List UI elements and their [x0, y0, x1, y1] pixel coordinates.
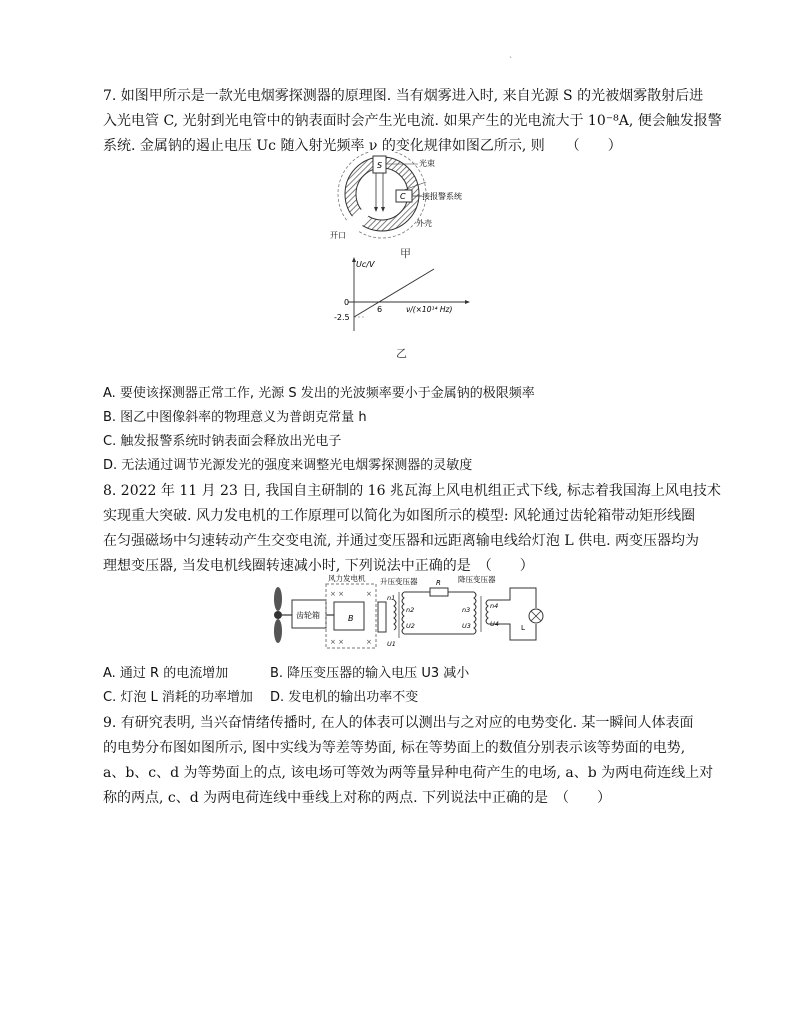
label-beam: 光束 [419, 159, 435, 168]
q9-line-4: 称的两点, c、d 为两电荷连线中垂线上对称的两点. 下列说法中正确的是 （ ） [103, 790, 612, 806]
y-intercept-label: -2.5 [334, 313, 350, 322]
q9-line-3: a、b、c、d 为等势面上的点, 该电场可等效为两等量异种电荷产生的电场, a、b 为两电荷连线上对 [103, 765, 714, 781]
x-axis-label: ν/(×10¹⁴ Hz) [406, 305, 453, 314]
label-n3: n3 [462, 606, 471, 614]
step-up-primary-coil [394, 600, 396, 630]
q8-option-c: C. 灯泡 L 消耗的功率增加 [103, 690, 253, 705]
q9-line-2: 的电势分布图如图所示, 图中实线为等差等势面, 标在等势面上的数值分别表示该等势面的电势, [103, 740, 686, 756]
x-intercept-label: 6 [377, 305, 383, 314]
q7-line-3: 系统. 金属钠的遏止电压 Uc 随入射光频率 ν 的变化规律如图乙所示, 则 （ ） [103, 138, 622, 154]
q7-option-d: D. 无法通过调节光源发光的强度来调整光电烟雾探测器的灵敏度 [103, 458, 473, 473]
q7-line-2: 入光电管 C, 光射到光电管中的钠表面时会产生光电流. 如果产生的光电流大于 10⁻⁸A, 便会触发报警 [103, 113, 722, 129]
y-axis-label: Uc/V [356, 260, 375, 269]
label-opening: 开口 [330, 231, 346, 240]
q8-line-1: 8. 2022 年 11 月 23 日, 我国自主研制的 16 兆瓦海上风电机组正式下线, 标志着我国海上风电技术 [103, 483, 721, 499]
q8-line-2: 实现重大突破. 风力发电机的工作原理可以简化为如图所示的模型: 风轮通过齿轮箱带动矩形线圈 [103, 508, 696, 524]
magnetic-field-mark: × × [330, 590, 344, 598]
step-down-secondary-coil [486, 600, 488, 624]
q8-option-a: A. 通过 R 的电流增加 [103, 666, 229, 681]
gearbox-label: 齿轮箱 [296, 611, 320, 620]
label-s: S [377, 161, 383, 170]
resistor-r [430, 588, 448, 596]
generator-label: 风力发电机 [328, 574, 366, 583]
origin-label: 0 [344, 298, 350, 307]
q8-line-3: 在匀强磁场中匀速转动产生交变电流, 并通过变压器和远距离输电线给灯泡 L 供电. 两变压器均为 [103, 533, 699, 549]
figure-jia-caption: 甲 [400, 247, 411, 260]
figure-yi-caption: 乙 [396, 347, 407, 360]
q7-option-c: C. 触发报警系统时钠表面会释放出光电子 [103, 434, 342, 449]
label-n2: n2 [406, 606, 415, 614]
label-b: B [348, 614, 354, 623]
q8-option-b: B. 降压变压器的输入电压 U3 减小 [270, 666, 470, 681]
label-u4: U4 [490, 620, 499, 628]
propeller-blade [274, 587, 282, 611]
label-u3: U3 [462, 622, 471, 630]
propeller-hub-icon [274, 611, 282, 619]
label-n1: n1 [387, 594, 396, 602]
q7-line-1: 7. 如图甲所示是一款光电烟雾探测器的原理图. 当有烟雾进入时, 来自光源 S 的光被烟雾散射后进 [103, 88, 704, 104]
q8-line-4: 理想变压器, 当发电机线圈转速减小时, 下列说法中正确的是 （ ） [103, 558, 534, 574]
step-up-label: 升压变压器 [380, 577, 418, 586]
figure-yi-stopping-voltage-graph [330, 255, 470, 335]
label-r: R [436, 579, 441, 587]
magnetic-field-mark: × [366, 590, 372, 598]
figure-wind-power-circuit [268, 572, 548, 654]
label-l: L [521, 624, 525, 632]
q9-line-1: 9. 有研究表明, 当兴奋情绪传播时, 在人的体表可以测出与之对应的电势变化. 某一瞬间人体表面 [103, 715, 694, 731]
label-n4: n4 [490, 602, 499, 610]
q8-option-d: D. 发电机的输出功率不变 [270, 690, 419, 705]
page-mark: ` [509, 56, 513, 65]
step-down-label: 降压变压器 [458, 575, 496, 584]
label-shell: 外壳 [416, 219, 432, 228]
label-u1: U1 [387, 640, 396, 648]
step-down-primary-coil [474, 592, 476, 634]
x-axis-arrow [465, 300, 470, 304]
label-c: C [400, 192, 406, 201]
label-u2: U2 [406, 622, 415, 630]
step-up-secondary-coil [402, 592, 404, 634]
figure-jia-smoke-detector [330, 152, 500, 240]
slip-ring-brush [378, 602, 386, 632]
magnetic-field-mark: × × [330, 638, 344, 646]
q7-option-b: B. 图乙中图像斜率的物理意义为普朗克常量 h [103, 410, 367, 425]
magnetic-field-mark: × [366, 638, 372, 646]
propeller-blade [274, 619, 282, 643]
q7-option-a: A. 要使该探测器正常工作, 光源 S 发出的光波频率要小于金属钠的极限频率 [103, 386, 535, 401]
label-alarm: 接报警系统 [422, 192, 462, 201]
